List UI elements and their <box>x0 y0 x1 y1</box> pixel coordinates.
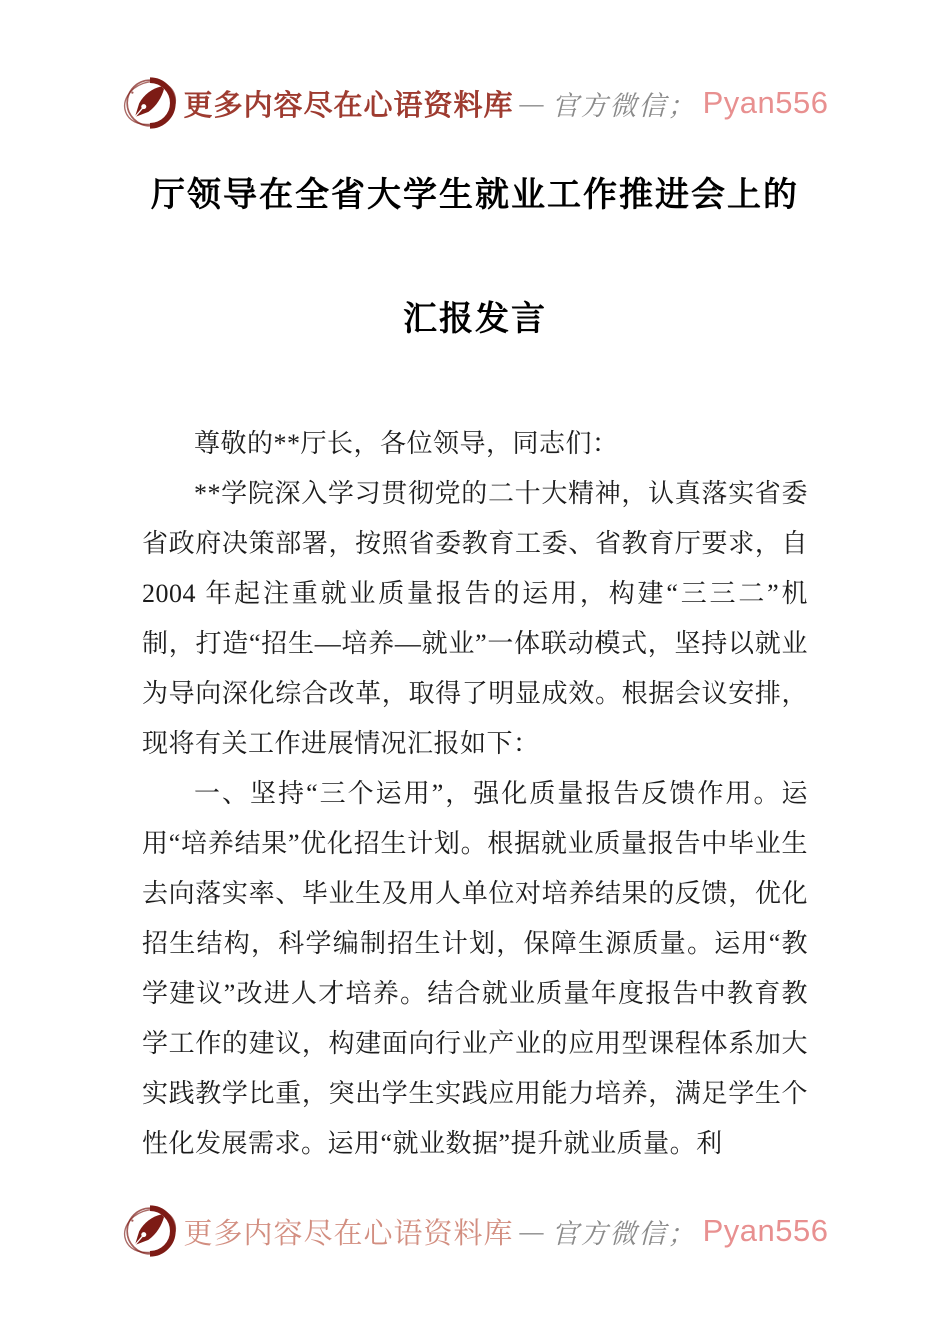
footer-separator: — <box>519 1215 546 1246</box>
pen-nib-swirl-icon <box>122 75 178 131</box>
footer-brand-text: 更多内容尽在心语资料库 <box>183 1217 514 1250</box>
header-separator: — <box>519 87 546 118</box>
footer-wechat-id: Pyan556 <box>702 1213 829 1248</box>
header-brand-text: 更多内容尽在心语资料库 <box>183 89 514 122</box>
footer-watermark <box>0 1203 950 1259</box>
header-wechat-label: 官方微信； <box>551 90 697 121</box>
header-wechat-id: Pyan556 <box>702 85 829 120</box>
paragraph-introduction: **学院深入学习贯彻党的二十大精神，认真落实省委省政府决策部署，按照省委教育工委、省教育厅要求，自 2004 年起注重就业质量报告的运用，构建“三三二”机制，打造“招生—培养—就业”一体联动模式，坚持以就业为导向深化综合改革，取得了明显成效。根据会议安排，现将有关工作进展情况汇报如下： <box>142 479 808 758</box>
paragraph-salutation: 尊敬的**厅长，各位领导，同志们： <box>194 429 619 458</box>
paragraph-section-one: 一、坚持“三个运用”，强化质量报告反馈作用。运用“培养结果”优化招生计划。根据就业质量报告中毕业生去向落实率、毕业生及用人单位对培养结果的反馈，优化招生结构，科学编制招生计划，保障生源质量。运用“教学建议”改进人才培养。结合就业质量年度报告中教育教学工作的建议，构建面向行业产业的应用型课程体系加大实践教学比重，突出学生实践应用能力培养，满足学生个性化发展需求。运用“就业数据”提升就业质量。利 <box>142 779 808 1158</box>
footer-wechat-label: 官方微信； <box>551 1218 697 1249</box>
document-title-line1: 厅领导在全省大学生就业工作推进会上的 <box>151 177 799 214</box>
document-body <box>142 419 808 1169</box>
document-title-line2: 汇报发言 <box>403 301 547 338</box>
pen-nib-swirl-icon <box>122 1203 178 1259</box>
header-watermark <box>0 0 950 131</box>
